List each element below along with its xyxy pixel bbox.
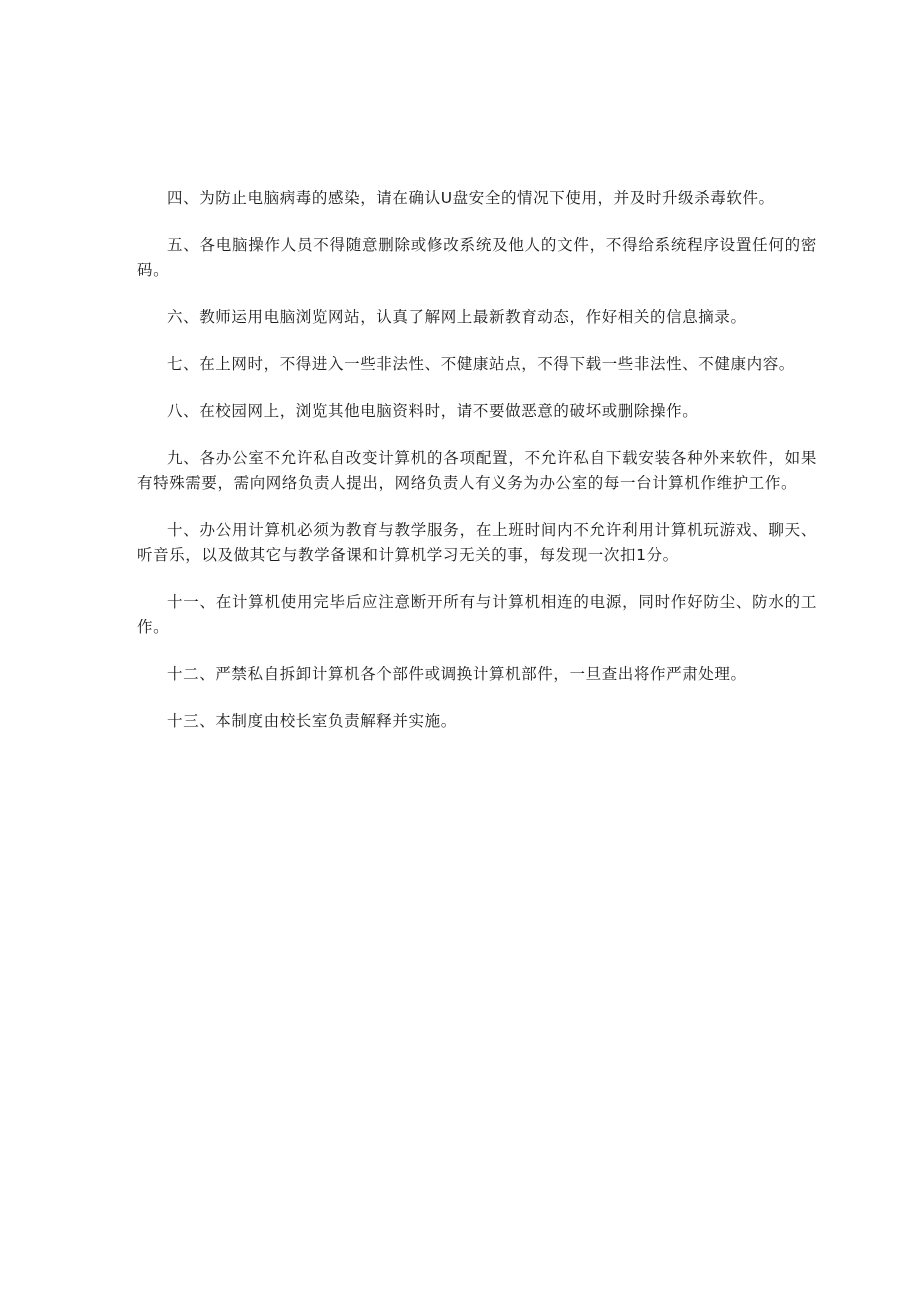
rule-paragraph-10: 十、办公用计算机必须为教育与教学服务，在上班时间内不允许利用计算机玩游戏、聊天、听音乐，以及做其它与教学备课和计算机学习无关的事，每发现一次扣1分。 [137,521,817,564]
rule-paragraph-13: 十三、本制度由校长室负责解释并实施。 [167,712,457,730]
rule-paragraph-12: 十二、严禁私自拆卸计算机各个部件或调换计算机部件，一旦查出将作严肃处理。 [167,665,747,683]
rule-paragraph-8: 八、在校园网上，浏览其他电脑资料时，请不要做恶意的破坏或删除操作。 [167,402,699,420]
document-body [137,186,817,756]
rule-paragraph-7: 七、在上网时，不得进入一些非法性、不健康站点，不得下载一些非法性、不健康内容。 [167,355,795,373]
rule-paragraph-4: 四、为防止电脑病毒的感染，请在确认U盘安全的情况下使用，并及时升级杀毒软件。 [167,189,775,207]
rule-paragraph-5: 五、各电脑操作人员不得随意删除或修改系统及他人的文件，不得给系统程序设置任何的密码。 [137,236,817,279]
rule-paragraph-11: 十一、在计算机使用完毕后应注意断开所有与计算机相连的电源，同时作好防尘、防水的工作。 [137,593,817,636]
rule-paragraph-6: 六、教师运用电脑浏览网站，认真了解网上最新教育动态，作好相关的信息摘录。 [167,308,747,326]
rule-paragraph-9: 九、各办公室不允许私自改变计算机的各项配置，不允许私自下载安装各种外来软件，如果有特殊需要，需向网络负责人提出，网络负责人有义务为办公室的每一台计算机作维护工作。 [137,449,817,492]
